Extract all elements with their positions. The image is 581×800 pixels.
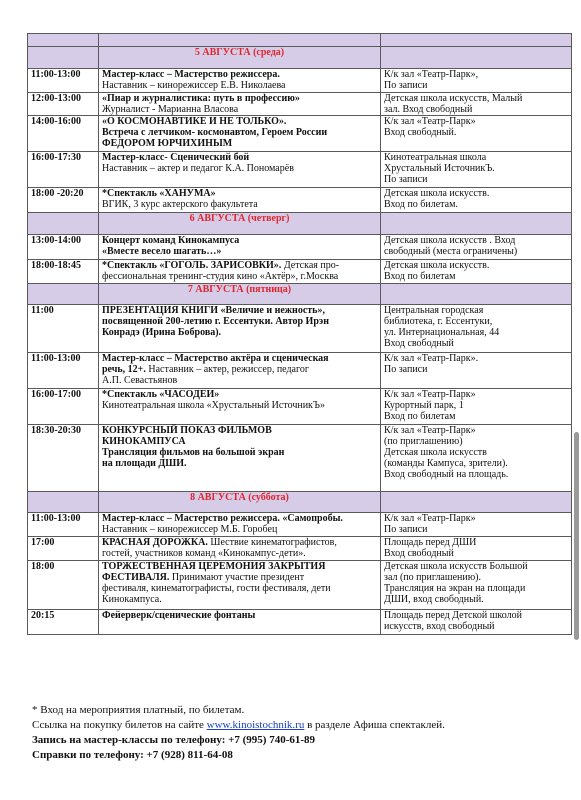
event-description: ТОРЖЕСТВЕННАЯ ЦЕРЕМОНИЯ ЗАКРЫТИЯ ФЕСТИВАЛЯ. Принимают участие президент фестиваля, кинематографисты, гости фестиваля, дети Кинокампуса. bbox=[99, 561, 381, 610]
event-place: К/к зал «Театр-Парк». По записи bbox=[381, 353, 572, 389]
day-title: 7 АВГУСТА (пятница) bbox=[99, 284, 381, 305]
scrollbar[interactable] bbox=[574, 432, 579, 640]
event-description: «О КОСМОНАВТИКЕ И НЕ ТОЛЬКО». Встреча с летчиком- космонавтом, Героем России ФЕДОРОМ ЮРЧИХИНЫМ bbox=[99, 116, 381, 152]
event-row bbox=[28, 69, 572, 93]
event-description: Мастер-класс – Мастерство актёра и сценическая речь, 12+. Наставник – актер, режиссер, педагог А.П. Севастьянов bbox=[99, 353, 381, 389]
event-place: К/к зал «Театр-Парк» Курортный парк, 1 Вход по билетам bbox=[381, 389, 572, 425]
event-row bbox=[28, 93, 572, 116]
event-description: Мастер-класс- Сценический бой Наставник – актер и педагог К.А. Пономарёв bbox=[99, 152, 381, 188]
event-row bbox=[28, 537, 572, 561]
event-row bbox=[28, 610, 572, 635]
event-row bbox=[28, 188, 572, 213]
event-description: *Спектакль «ЧАСОДЕИ» Кинотеатральная школа «Хрустальный ИсточникЪ» bbox=[99, 389, 381, 425]
event-place: К/к зал «Театр-Парк» (по приглашению) Детская школа искусств (команды Кампуса, зрители). Вход свободный на площадь. bbox=[381, 425, 572, 492]
event-description: КОНКУРСНЫЙ ПОКАЗ ФИЛЬМОВ КИНОКАМПУСА Трансляция фильмов на большой экран на площади ДШИ. bbox=[99, 425, 381, 492]
footer-info bbox=[32, 703, 572, 763]
event-time: 11:00-13:00 bbox=[28, 353, 99, 389]
day-title: 5 АВГУСТА (среда) bbox=[99, 47, 381, 69]
event-row bbox=[28, 513, 572, 537]
blank-row bbox=[28, 34, 572, 47]
event-time: 13:00-14:00 bbox=[28, 235, 99, 260]
event-place: К/к зал «Театр-Парк» По записи bbox=[381, 513, 572, 537]
event-time: 11:00-13:00 bbox=[28, 69, 99, 93]
day-title: 8 АВГУСТА (суббота) bbox=[99, 492, 381, 513]
event-row bbox=[28, 353, 572, 389]
event-place: Кинотеатральная школа Хрустальный ИсточникЪ. По записи bbox=[381, 152, 572, 188]
event-description: КРАСНАЯ ДОРОЖКА. Шествие кинематографистов, гостей, участников команд «Кинокампус-дети». bbox=[99, 537, 381, 561]
event-time: 20:15 bbox=[28, 610, 99, 635]
event-row bbox=[28, 235, 572, 260]
event-time: 12:00-13:00 bbox=[28, 93, 99, 116]
event-place: Детская школа искусств . Вход свободный (места ограничены) bbox=[381, 235, 572, 260]
ticket-note: * Вход на мероприятия платный, по билетам. bbox=[32, 704, 245, 716]
event-description: Мастер-класс – Мастерство режиссера. «Самопробы. Наставник – кинорежиссер М.Б. Горобец bbox=[99, 513, 381, 537]
website-link[interactable]: www.kinoistochnik.ru bbox=[206, 719, 305, 731]
event-row bbox=[28, 305, 572, 353]
event-description: *Спектакль «ГОГОЛЬ. ЗАРИСОВКИ». Детская про- фессиональная тренинг-студия кино «Актёр», г.Москва bbox=[99, 260, 381, 284]
event-time: 18:30-20:30 bbox=[28, 425, 99, 492]
event-row bbox=[28, 260, 572, 284]
event-row bbox=[28, 152, 572, 188]
event-place: К/к зал «Театр-Парк», По записи bbox=[381, 69, 572, 93]
event-place: К/к зал «Театр-Парк» Вход свободный. bbox=[381, 116, 572, 152]
event-time: 17:00 bbox=[28, 537, 99, 561]
schedule-table bbox=[27, 33, 572, 635]
day-header-row bbox=[28, 47, 572, 69]
event-place: Детская школа искусств. Вход по билетам. bbox=[381, 188, 572, 213]
event-place: Детская школа искусств Большой зал (по приглашению). Трансляция на экран на площади ДШИ, вход свободный. bbox=[381, 561, 572, 610]
event-description: ПРЕЗЕНТАЦИЯ КНИГИ «Величие и нежность», посвященной 200-летию г. Ессентуки. Автор Ирэн Конрадэ (Ирина Боброва). bbox=[99, 305, 381, 353]
event-row bbox=[28, 425, 572, 492]
event-place: Площадь перед Детской школой искусств, вход свободный bbox=[381, 610, 572, 635]
day-header-row bbox=[28, 213, 572, 235]
event-time: 18:00-18:45 bbox=[28, 260, 99, 284]
info-phone: Справки по телефону: +7 (928) 811-64-08 bbox=[32, 749, 233, 761]
ticket-link-line: Ссылка на покупку билетов на сайте www.kinoistochnik.ru в разделе Афиша спектаклей. bbox=[32, 719, 445, 731]
event-place: Площадь перед ДШИ Вход свободный bbox=[381, 537, 572, 561]
day-header-row bbox=[28, 284, 572, 305]
event-place: Центральная городская библиотека, г. Ессентуки, ул. Интернациональная, 44 Вход свободный bbox=[381, 305, 572, 353]
event-time: 11:00 bbox=[28, 305, 99, 353]
event-time: 18:00 bbox=[28, 561, 99, 610]
event-row bbox=[28, 389, 572, 425]
event-description: Концерт команд Кинокампуса «Вместе весело шагать…» bbox=[99, 235, 381, 260]
event-description: *Спектакль «ХАНУМА» ВГИК, 3 курс актерского факультета bbox=[99, 188, 381, 213]
event-time: 18:00 -20:20 bbox=[28, 188, 99, 213]
event-time: 16:00-17:00 bbox=[28, 389, 99, 425]
event-time: 11:00-13:00 bbox=[28, 513, 99, 537]
event-description: Мастер-класс – Мастерство режиссера. Наставник – кинорежиссер Е.В. Николаева bbox=[99, 69, 381, 93]
day-header-row bbox=[28, 492, 572, 513]
event-row bbox=[28, 561, 572, 610]
event-place: Детская школа искусств. Вход по билетам bbox=[381, 260, 572, 284]
event-description: Фейерверк/сценические фонтаны bbox=[99, 610, 381, 635]
event-time: 16:00-17:30 bbox=[28, 152, 99, 188]
event-time: 14:00-16:00 bbox=[28, 116, 99, 152]
event-row bbox=[28, 116, 572, 152]
event-place: Детская школа искусств, Малый зал. Вход свободный bbox=[381, 93, 572, 116]
masterclass-phone: Запись на мастер-классы по телефону: +7 (995) 740-61-89 bbox=[32, 734, 316, 746]
event-description: «Пиар и журналистика: путь в профессию» Журналист - Марианна Власова bbox=[99, 93, 381, 116]
day-title: 6 АВГУСТА (четверг) bbox=[99, 213, 381, 235]
